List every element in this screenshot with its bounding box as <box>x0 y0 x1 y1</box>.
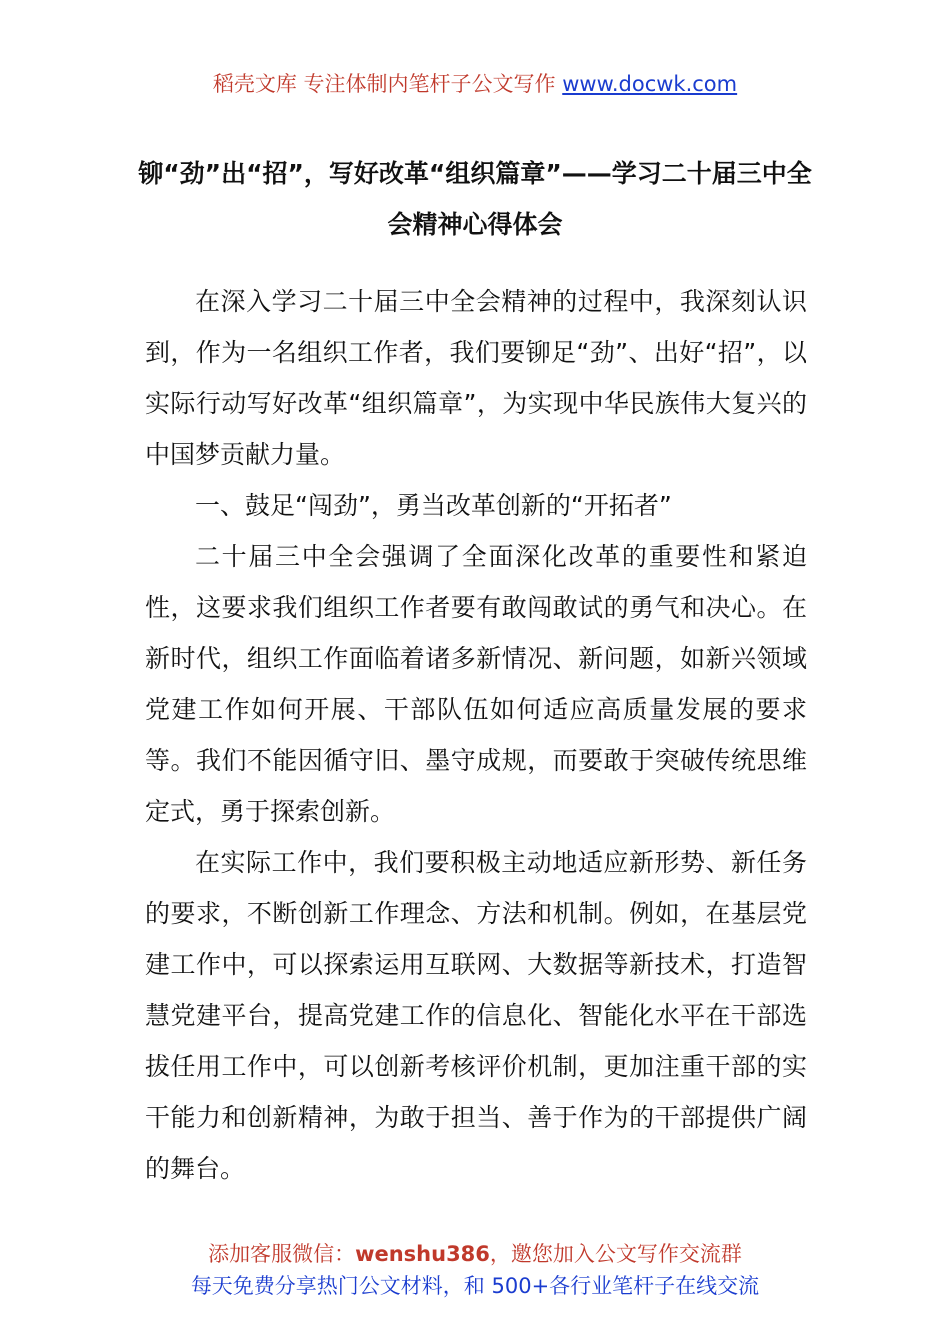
document-body <box>145 276 807 1194</box>
footer-wechat-id: wenshu386 <box>355 1242 490 1266</box>
page-footer <box>0 1238 950 1302</box>
page-header <box>0 68 950 100</box>
paragraph-3: 在实际工作中，我们要积极主动地适应新形势、新任务的要求，不断创新工作理念、方法和机制。例如，在基层党建工作中，可以探索运用互联网、大数据等新技术，打造智慧党建平台，提高党建工作的信息化、智能化水平在干部选拔任用工作中，可以创新考核评价机制，更加注重干部的实干能力和创新精神，为敢于担当、善于作为的干部提供广阔的舞台。 <box>145 848 807 1183</box>
footer-promo-line: 每天免费分享热门公文材料，和 500+各行业笔杆子在线交流 <box>190 1274 760 1298</box>
footer-wechat-suffix: ，邀您加入公文写作交流群 <box>489 1242 742 1266</box>
document-title: 铆“劲”出“招”，写好改革“组织篇章”——学习二十届三中全会精神心得体会 <box>138 159 812 239</box>
paragraph-intro: 在深入学习二十届三中全会精神的过程中，我深刻认识到，作为一名组织工作者，我们要铆足“劲”、出好“招”，以实际行动写好改革“组织篇章”，为实现中华民族伟大复兴的中国梦贡献力量。 <box>145 287 807 469</box>
section-heading-1: 一、鼓足“闯劲”，勇当改革创新的“开拓者” <box>195 491 672 520</box>
header-brand-text: 稻壳文库 专注体制内笔杆子公文写作 <box>212 72 556 96</box>
footer-wechat-line <box>0 1238 950 1270</box>
paragraph-2: 二十届三中全会强调了全面深化改革的重要性和紧迫性，这要求我们组织工作者要有敢闯敢试的勇气和决心。在新时代，组织工作面临着诸多新情况、新问题，如新兴领域党建工作如何开展、干部队伍如何适应高质量发展的要求等。我们不能因循守旧、墨守成规，而要敢于突破传统思维定式，勇于探索创新。 <box>145 542 807 826</box>
header-website-link[interactable]: www.docwk.com <box>562 72 738 96</box>
footer-wechat-prefix: 添加客服微信： <box>208 1242 356 1266</box>
